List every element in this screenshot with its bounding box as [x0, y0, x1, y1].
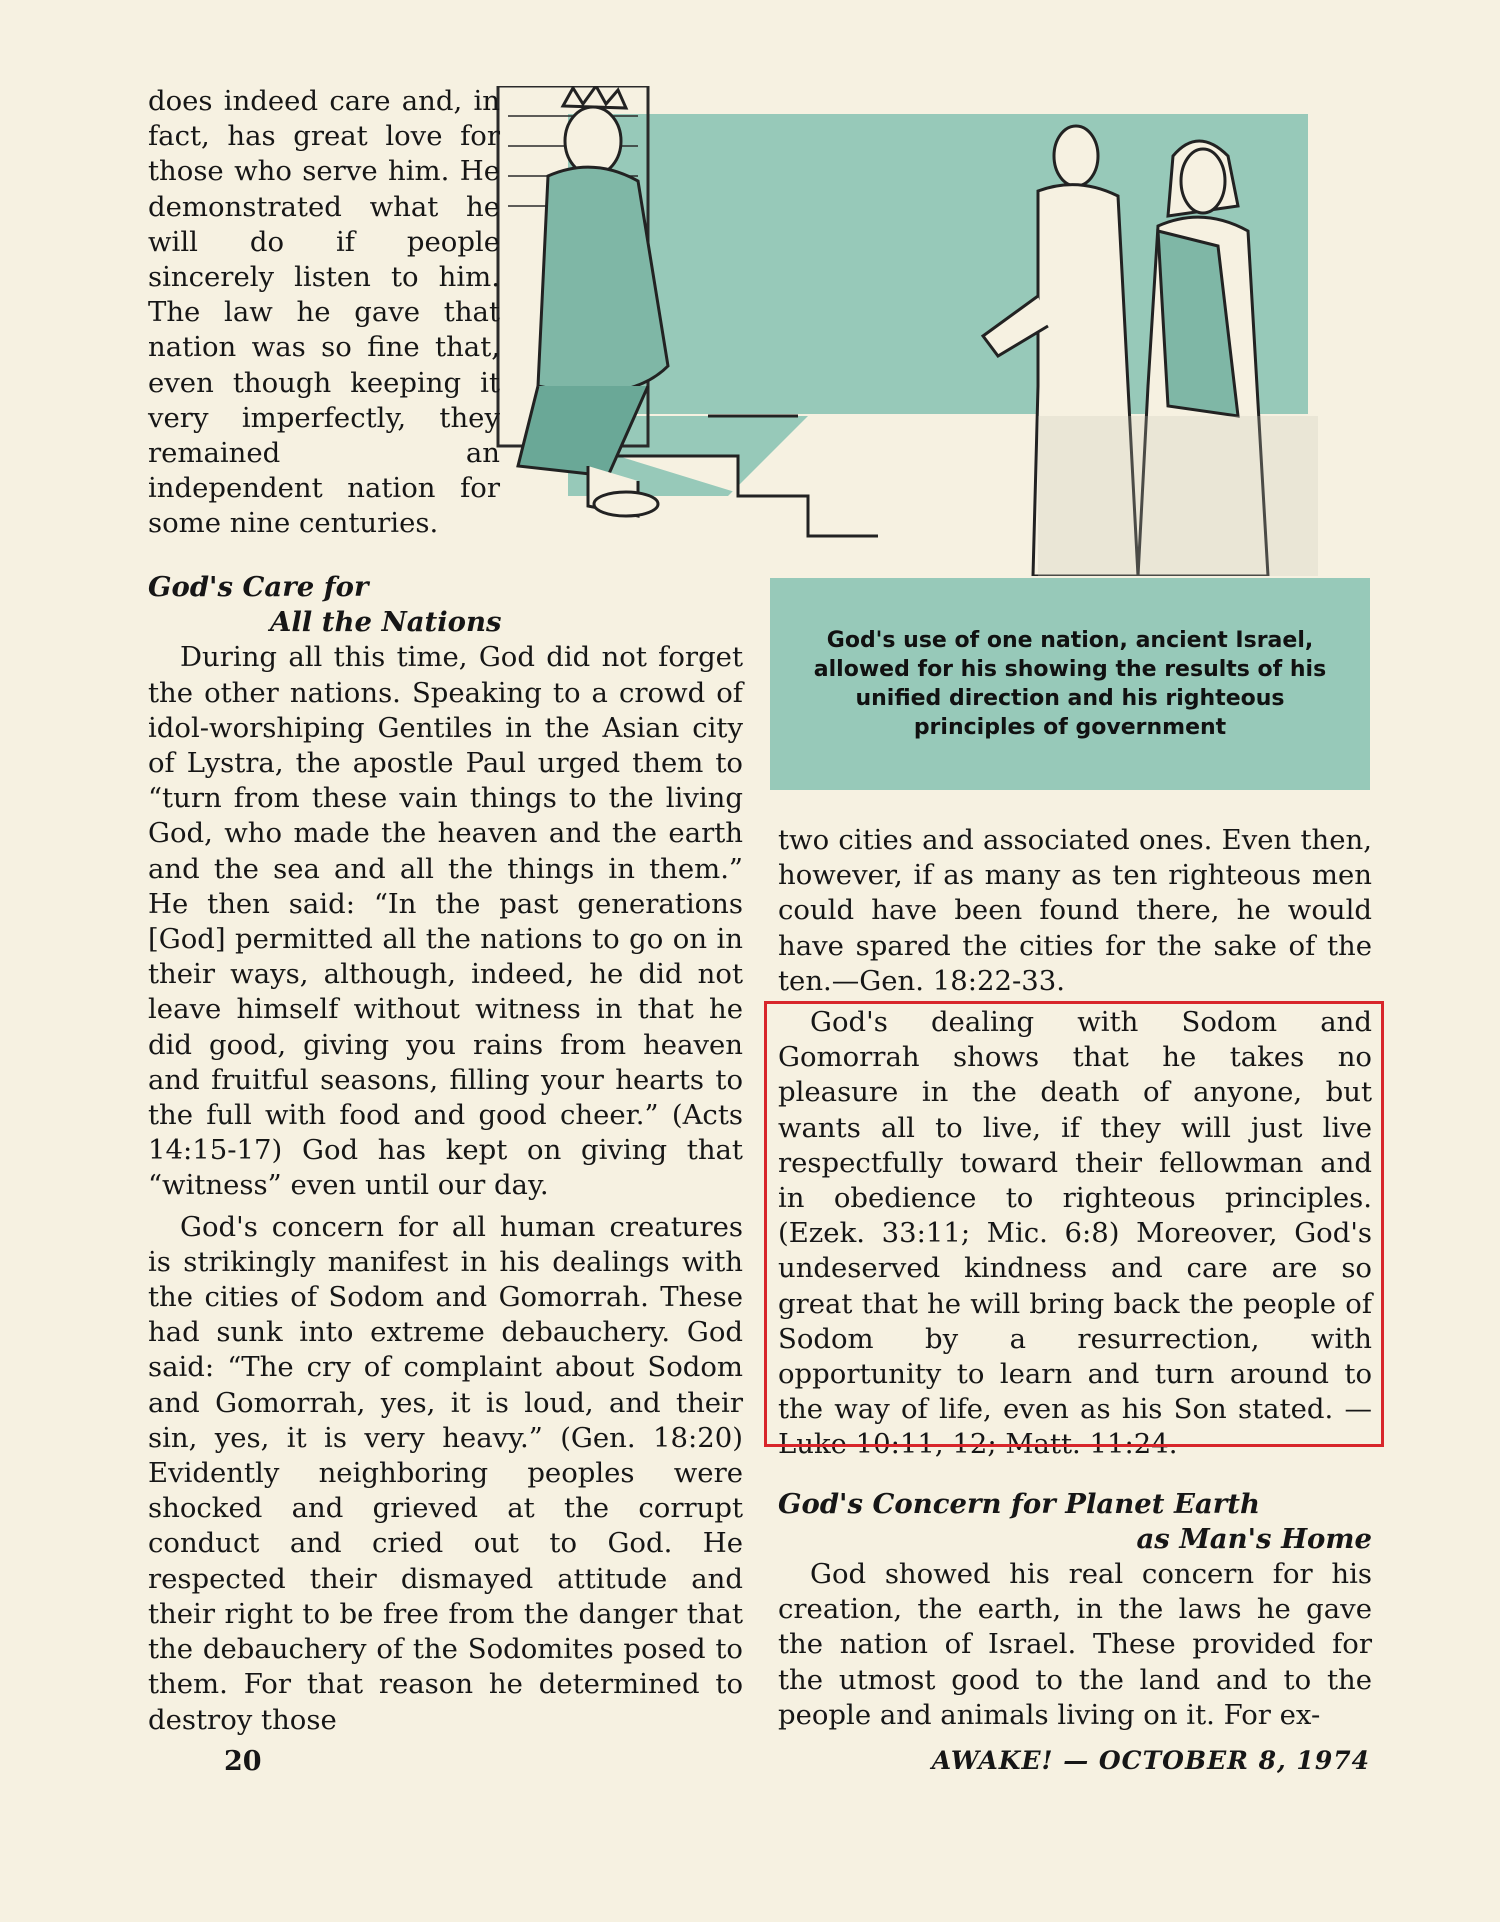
section-heading-earth-line2: as Man's Home: [1136, 1522, 1372, 1555]
section-heading-line1: God's Care for: [148, 571, 369, 603]
section-heading-nations: [148, 570, 743, 640]
section-heading-line2: All the Nations: [270, 606, 502, 639]
body-paragraph-intro: does indeed care and, in fact, has great love for those who serve him. He demonstrated what he will do if people sincerely listen to him. The law he gave that nation was so fine that, even though keeping it very imperfectly, they remained an independent nation for some nine centuries.: [148, 85, 500, 540]
section-heading-earth-line1: God's Concern for Planet Earth: [778, 1487, 1260, 1520]
running-title: AWAKE! — OCTOBER 8, 1974: [931, 1746, 1370, 1775]
body-paragraph-highlighted: God's dealing with Sodom and Gomorrah shows that he takes no pleasure in the death of anyone, but wants all to live, if they will just live respectfully toward their fellowman and in obedience to righteous principles. (Ezek. 33:11; Mic. 6:8) Moreover, God's undeserved kindness and care are so great that he will bring back the people of Sodom by a resurrection, with opportunity to learn and turn around to the way of life, even as his Son stated. —Luke 10:11, 12; Matt. 11:24.: [778, 1006, 1372, 1461]
body-paragraph-lystra: During all this time, God did not forget the other nations. Speaking to a crowd of idol-worshiping Gentiles in the Asian city of Lystra, the apostle Paul urged them to “turn from these vain things to the living God, who made the heaven and the earth and the sea and all the things in them.” He then said: “In the past generations [God] permitted all the nations to go on in their ways, although, indeed, he did not leave himself without witness in that he did good, giving you rains from heaven and fruitful seasons, filling your hearts to the full with food and good cheer.” (Acts 14:15-17) God has kept on giving that “witness” even until our day.: [148, 641, 743, 1202]
left-column-top: [148, 84, 500, 542]
body-paragraph-continued: two cities and associated ones. Even then, however, if as many as ten righteous men could have been found there, he would have spared the cities for the sake of the ten.—Gen. 18:22-33.: [778, 824, 1372, 997]
body-paragraph-earth: God showed his real concern for his creation, the earth, in the laws he gave the nation of Israel. These provided for the utmost good to the land and to the people and animals living on it. For ex-: [778, 1558, 1372, 1731]
illustration-king-and-men: [478, 86, 1362, 576]
section-heading-earth: [778, 1487, 1372, 1557]
body-paragraph-sodom: God's concern for all human creatures is strikingly manifest in his dealings with the cities of Sodom and Gomorrah. These had sunk into extreme debauchery. God said: “The cry of complaint about Sodom and Gomorrah, yes, it is loud, and their sin, yes, it is very heavy.” (Gen. 18:20) Evidently neighboring peoples were shocked and grieved at the corrupt conduct and cried out to God. He respected their dismayed attitude and their right to be free from the danger that the debauchery of the Sodomites posed to them. For that reason he determined to destroy those: [148, 1210, 743, 1736]
illustration-caption: God's use of one nation, ancient Israel, allowed for his showing the results of his unified direction and his righteous principles of government: [813, 628, 1327, 740]
right-column: [778, 823, 1372, 1733]
left-column-main: [148, 570, 743, 1738]
page-number: 20: [224, 1746, 262, 1777]
